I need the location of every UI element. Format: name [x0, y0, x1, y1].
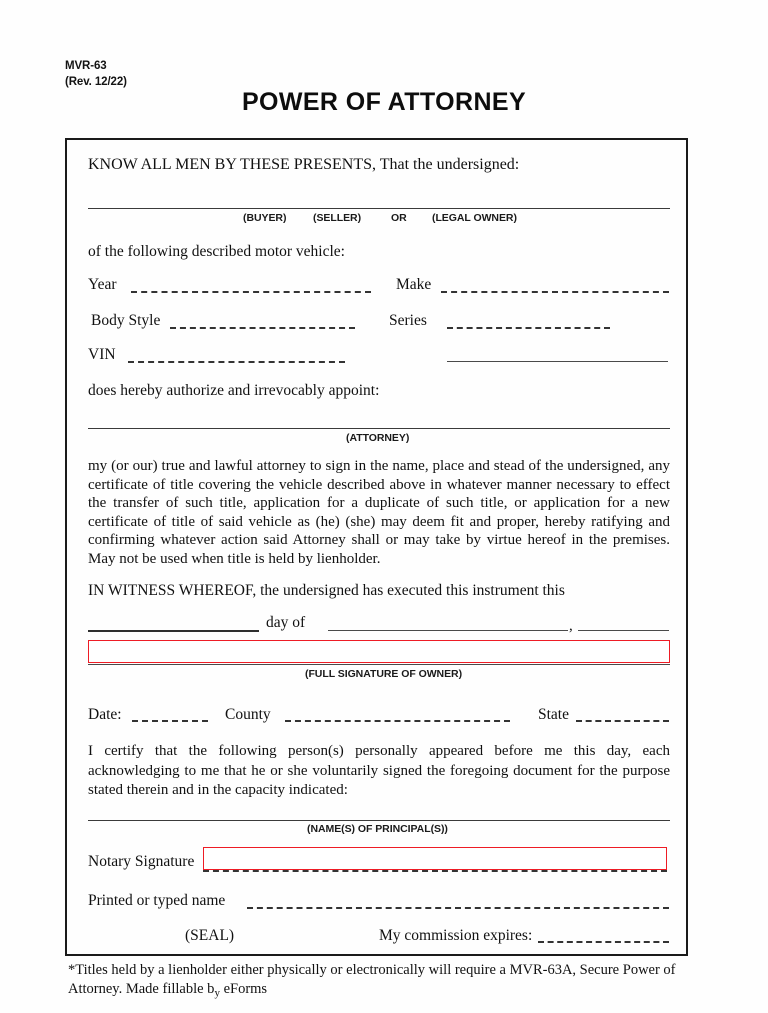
notary-signature-field[interactable] [203, 847, 667, 870]
input-make[interactable] [441, 291, 669, 293]
comma-separator: , [569, 618, 573, 634]
vehicle-intro-line: of the following described motor vehicle: [88, 243, 345, 260]
label-make: Make [396, 276, 432, 293]
label-day-of: day of [266, 614, 306, 631]
footnote-line-2-b: eForms [219, 981, 268, 997]
label-state: State [538, 706, 569, 723]
label-notary-signature: Notary Signature [88, 853, 195, 870]
label-seal: (SEAL) [185, 927, 235, 944]
caption-names-of-principals: (NAME(S) OF PRINCIPAL(S)) [307, 823, 448, 835]
form-number: MVR-63 [65, 60, 107, 72]
grant-paragraph: my (or our) true and lawful attorney to sign in the name, place and stead of the undersigned, any certificate of title covering the vehicle described above in whatever manner necessary to effect the transfer of such title, application for a duplicate of such title, or application for a new certificate of title of said vehicle as (he) (she) may deem fit and proper, hereby ratifying and confirming whatever action said Attorney shall or may take by virtue hereof in the premises. May not be used when title is held by lienholder. [88, 458, 670, 567]
footnote-line-2-a: Power of Attorney. Made fillable b [68, 962, 676, 997]
label-county: County [225, 706, 271, 723]
principals-rule[interactable] [88, 820, 670, 821]
page-title: POWER OF ATTORNEY [241, 88, 527, 116]
label-series: Series [389, 312, 427, 329]
notary-certification-paragraph: I certify that the following person(s) personally appeared before me this day, each acknowledging to me that he or she voluntarily signed the foregoing document for the purpose stated therein and in the capacity indicated: [88, 743, 670, 798]
input-year-of-execution[interactable] [578, 630, 669, 631]
party-signature-rule [88, 208, 670, 209]
attorney-rule[interactable] [88, 428, 670, 429]
label-printed-name: Printed or typed name [88, 892, 226, 909]
input-state[interactable] [576, 720, 669, 722]
form-code-block [65, 58, 127, 90]
input-series[interactable] [447, 327, 610, 329]
footnote [68, 961, 690, 1003]
caption-full-signature-of-owner: (FULL SIGNATURE OF OWNER) [305, 668, 463, 680]
input-vin[interactable] [128, 361, 345, 363]
form-revision: (Rev. 12/22) [65, 76, 127, 88]
label-body-style: Body Style [91, 312, 161, 329]
input-county[interactable] [285, 720, 510, 722]
authorize-line: does hereby authorize and irrevocably appoint: [88, 382, 380, 399]
input-year[interactable] [131, 291, 371, 293]
owner-signature-field[interactable] [88, 640, 670, 663]
label-commission-expires: My commission expires: [379, 927, 533, 944]
input-body-style[interactable] [170, 327, 355, 329]
notary-signature-rule [203, 870, 667, 872]
input-date[interactable] [132, 720, 208, 722]
know-all-men-line: KNOW ALL MEN BY THESE PRESENTS, That the undersigned: [88, 156, 520, 173]
caption-seller: (SELLER) [313, 212, 362, 224]
footnote-line-2-sub: y [214, 987, 220, 999]
caption-or: OR [391, 212, 407, 224]
input-commission-expires[interactable] [538, 941, 669, 943]
input-vin-secondary[interactable] [447, 361, 668, 362]
label-vin: VIN [88, 346, 116, 363]
owner-signature-rule [88, 664, 670, 665]
input-day[interactable] [88, 630, 259, 632]
label-year: Year [88, 276, 117, 293]
caption-attorney: (ATTORNEY) [346, 432, 410, 444]
caption-legal-owner: (LEGAL OWNER) [432, 212, 517, 224]
witness-line: IN WITNESS WHEREOF, the undersigned has executed this instrument this [88, 582, 565, 599]
label-date: Date: [88, 706, 122, 723]
caption-buyer: (BUYER) [243, 212, 287, 224]
input-month[interactable] [328, 630, 568, 631]
input-printed-name[interactable] [247, 907, 669, 909]
footnote-line-1: *Titles held by a lienholder either physically or electronically will require a MVR-63A, Secure [68, 962, 620, 978]
